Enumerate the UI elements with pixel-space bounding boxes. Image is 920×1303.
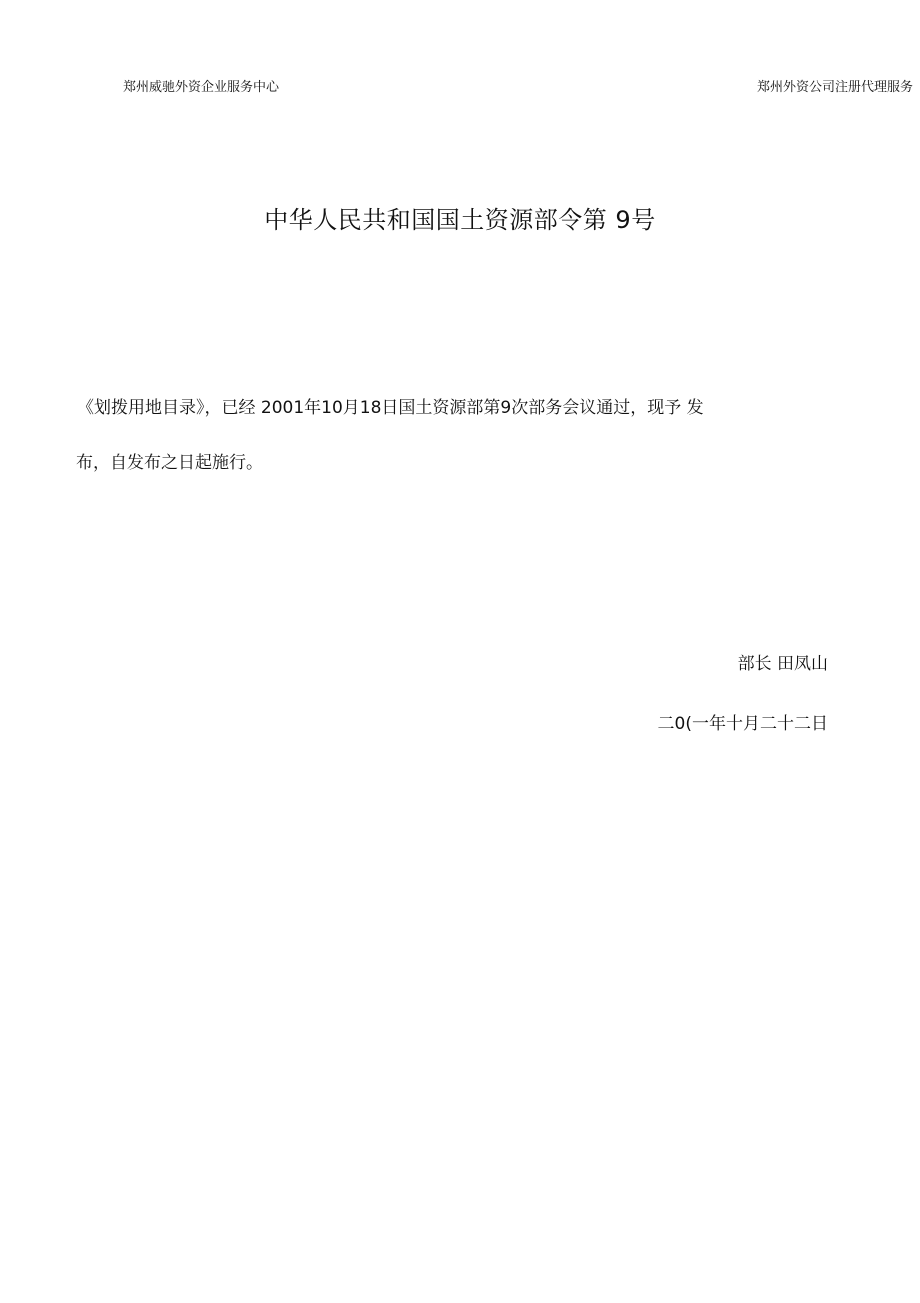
body-line-1: 《划拨用地目录》，已经 2001年10月18日国土资源部第9次部务会议通过，现予 发 [77, 398, 704, 418]
signer-line: 部长 田凤山 [737, 654, 828, 674]
document-body [76, 381, 828, 491]
header-right-text: 郑州外资公司注册代理服务 [757, 80, 914, 95]
document-title: 中华人民共和国国土资源部令第 9号 [264, 206, 656, 234]
header-left-text: 郑州威驰外资企业服务中心 [123, 80, 280, 95]
date-line: 二0(一年十月二十二日 [657, 714, 828, 734]
body-line-2: 布，自发布之日起施行。 [76, 453, 263, 473]
